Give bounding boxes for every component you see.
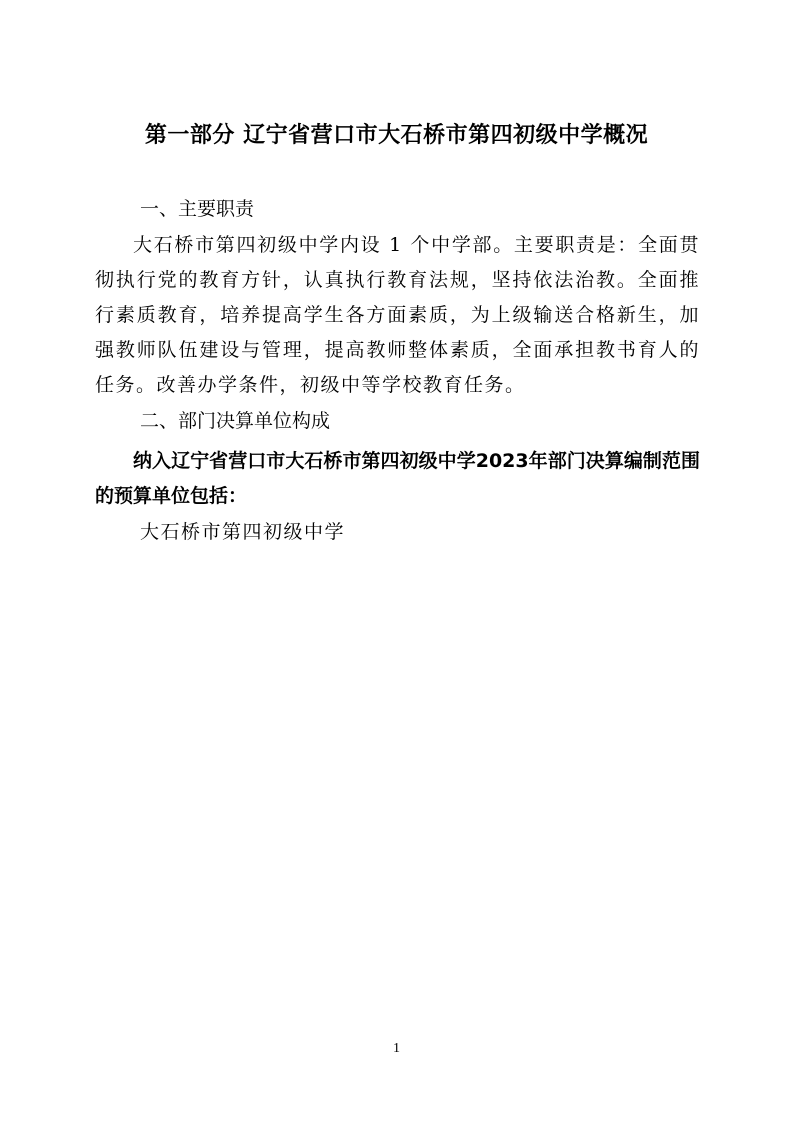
budget-unit-name: 大石桥市第四初级中学 — [140, 521, 346, 543]
page-number: 1 — [393, 1041, 400, 1056]
page-title: 第一部分 辽宁省营口市大石桥市第四初级中学概况 — [144, 123, 649, 148]
responsibilities-paragraph: 大石桥市第四初级中学内设 1 个中学部。主要职责是：全面贯彻执行党的教育方针，认真执行教育法规，坚持依法治教。全面推行素质教育，培养提高学生各方面素质，为上级输送合格新生，加强教师队伍建设与管理，提高教师整体素质，全面承担教书育人的任务。改善办学条件，初级中等学校教育任务。 — [95, 234, 700, 396]
unit-scope-paragraph: 纳入辽宁省营口市大石桥市第四初级中学2023年部门决算编制范围的预算单位包括： — [95, 450, 700, 507]
section-heading-unit-composition: 二、部门决算单位构成 — [140, 410, 331, 432]
section-heading-responsibilities: 一、主要职责 — [140, 198, 255, 220]
